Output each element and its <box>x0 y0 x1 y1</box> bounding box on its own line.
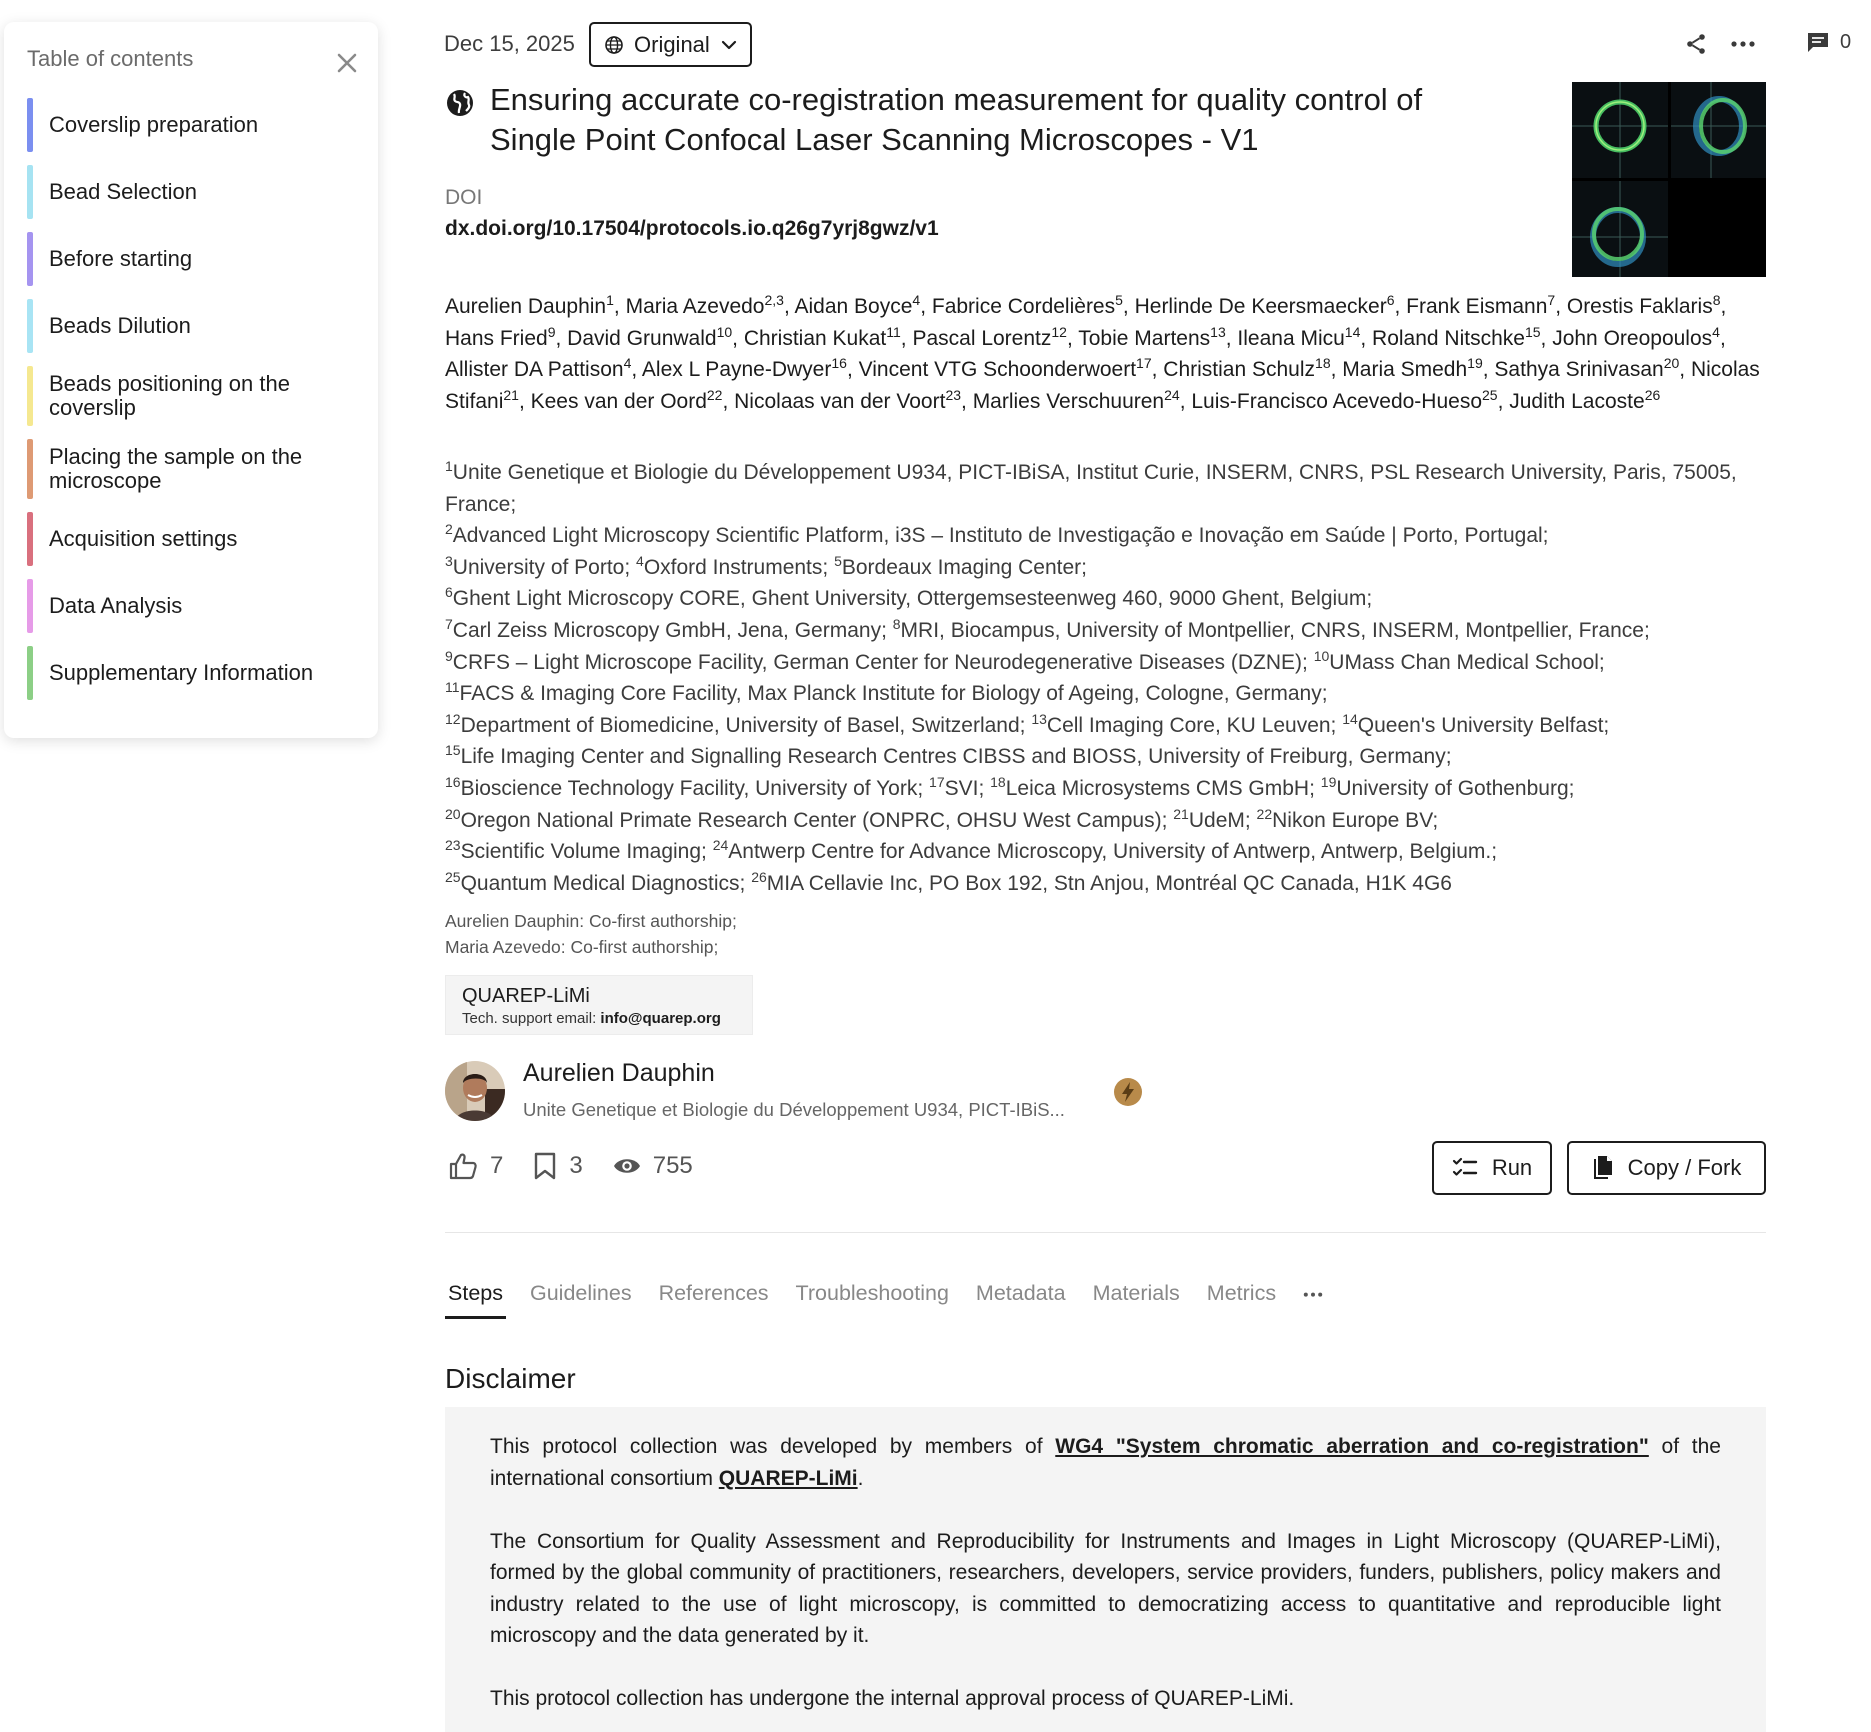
author-entry[interactable] <box>1566 292 1721 318</box>
doi-link[interactable]: dx.doi.org/10.17504/protocols.io.q26g7yrj8gwz/v1 <box>445 217 939 240</box>
toc-header: Table of contents <box>27 46 194 71</box>
author-name: David Grunwald <box>567 326 717 350</box>
note-line: Maria Azevedo: Co-first authorship; <box>445 937 719 957</box>
affiliation-text: Advanced Light Microscopy Scientific Platform, i3S – Instituto de Investigação e Inovação em Saúde | Porto, Portugal; <box>452 524 1549 548</box>
author-entry[interactable] <box>1134 292 1395 318</box>
affiliation-number: 17 <box>929 773 945 790</box>
section-title: Disclaimer <box>445 1363 576 1394</box>
quarep-link[interactable]: QUAREP-LiMi <box>718 1466 858 1490</box>
affiliation-number: 14 <box>1342 710 1358 727</box>
disclaimer-paragraph <box>490 1431 1721 1494</box>
affiliation-number: 9 <box>547 323 556 340</box>
author-name: Maria Azevedo <box>625 295 765 318</box>
protocol-thumbnail[interactable] <box>1572 82 1766 277</box>
checklist-icon <box>1452 1156 1478 1180</box>
disclaimer-paragraph: The Consortium for Quality Assessment and Reproducibility for Instruments and Images in Light Microscopy (QUAREP-LiMi), formed by the global community of practitioners, researchers, developers, service providers, funders, publishers, policy makers and industry related to the use of light microscopy, is committed to democratizing access to quantitative and reproducible light microscopy and the data generated by it. <box>490 1529 1721 1647</box>
affiliation-number: 1 <box>445 458 453 474</box>
affiliation-text: Cell Imaging Core, KU Leuven; <box>1046 713 1343 737</box>
author-name: Pascal Lorentz <box>912 326 1052 350</box>
affiliation-text: FACS & Imaging Core Facility, Max Planck Institute for Biology of Ageing, Cologne, Germany; <box>459 682 1328 706</box>
bookmark-count: 3 <box>569 1152 583 1179</box>
affiliation-text: UdeM; <box>1188 808 1257 832</box>
affiliation-text: Leica Microsystems CMS GmbH; <box>1005 776 1321 800</box>
affiliation-number: 21 <box>503 386 519 403</box>
affiliation-number: 6 <box>445 584 453 601</box>
author-entry[interactable] <box>794 292 921 318</box>
author-name: Aidan Boyce <box>794 295 913 318</box>
author-name: Roland Nitschke <box>1372 326 1525 350</box>
avatar[interactable] <box>445 1061 505 1121</box>
affiliation-number: 15 <box>445 742 461 759</box>
toc-item-label: Data Analysis <box>49 593 183 618</box>
affiliation-text: Scientific Volume Imaging; <box>460 840 713 864</box>
author-entry[interactable] <box>445 292 614 318</box>
affiliation-number: 16 <box>445 773 461 790</box>
affiliation-number: 17 <box>1136 355 1152 371</box>
affiliation-list <box>445 457 1775 899</box>
author-entry[interactable] <box>858 355 1152 381</box>
affiliation-number: 1 <box>606 292 614 308</box>
view-count: 755 <box>652 1152 693 1179</box>
affiliation-number: 7 <box>445 615 453 632</box>
affiliation-number: 18 <box>1315 355 1331 371</box>
affiliation-text: University of Porto; <box>452 555 637 579</box>
author-name: Aurelien Dauphin <box>445 295 607 318</box>
text: of the international consortium <box>490 1435 1721 1490</box>
toc-item[interactable] <box>27 165 357 219</box>
tech-support <box>462 1010 752 1027</box>
toc-item-label: Before starting <box>49 246 193 271</box>
affiliation-number: 20 <box>445 805 461 822</box>
affiliation-number: 25 <box>445 868 461 885</box>
affiliation-number: 25 <box>1482 386 1498 403</box>
affiliation-text: MRI, Biocampus, University of Montpellier, CNRS, INSERM, Montpellier, France; <box>900 618 1650 642</box>
affiliation-number: 2 <box>445 521 453 538</box>
thumbnail-tile <box>1572 181 1668 277</box>
affiliation-number: 10 <box>1313 647 1330 664</box>
affiliation-number: 23 <box>945 386 962 403</box>
affiliation-number: 4 <box>912 292 921 308</box>
affiliation-number: 11 <box>886 323 901 340</box>
author-name: Orestis Faklaris <box>1566 295 1713 318</box>
affiliation-text: Quantum Medical Diagnostics; <box>460 871 752 895</box>
share-icon[interactable] <box>1684 32 1708 56</box>
author-name: Christian Schulz <box>1163 358 1316 381</box>
author-entry[interactable] <box>445 355 632 381</box>
tab-metrics[interactable]: Metrics <box>1206 1281 1277 1305</box>
content-tabs <box>445 1281 1326 1319</box>
affiliation-number: 8 <box>892 615 901 632</box>
affiliation-number: 12 <box>445 710 461 727</box>
toc-item[interactable] <box>27 366 357 426</box>
affiliation-text: Oxford Instruments; <box>643 555 835 579</box>
close-icon[interactable] <box>332 48 362 78</box>
author-entry[interactable] <box>625 292 784 318</box>
run-label: Run <box>1491 1155 1533 1180</box>
author-name: Nicolaas van der Voort <box>734 389 946 413</box>
affiliation-line <box>445 457 1775 520</box>
affiliation-text: CRFS – Light Microscope Facility, German Center for Neurodegenerative Diseases (DZNE); <box>452 650 1314 674</box>
author-notes <box>445 908 737 960</box>
affiliation-line <box>445 583 1775 615</box>
divider <box>445 1232 1766 1233</box>
affiliation-text: Unite Genetique et Biologie du Développement U934, PICT-IBiSA, Institut Curie, INSERM, CNRS, PSL Research University, Paris, 75005, France; <box>445 461 1743 516</box>
toc-item[interactable] <box>27 579 357 633</box>
tab-guidelines[interactable]: Guidelines <box>529 1281 632 1305</box>
affiliation-number: 4 <box>1712 323 1720 340</box>
comment-icon <box>1806 30 1830 54</box>
avatar-photo <box>445 1061 505 1121</box>
toc-item-label: Beads Dilution <box>49 313 191 338</box>
text: This protocol collection was developed by members of <box>490 1435 1056 1458</box>
bookmark-icon <box>533 1152 557 1180</box>
author-name: Vincent VTG Schoonderwoert <box>858 358 1137 381</box>
author-name[interactable]: Aurelien Dauphin <box>523 1059 715 1087</box>
public-globe-icon <box>445 88 475 118</box>
toc-item[interactable] <box>27 646 357 700</box>
views-stat <box>613 1152 693 1180</box>
fork-label: Copy / Fork <box>1627 1155 1742 1180</box>
affiliation-text: Life Imaging Center and Signalling Research Centres CIBSS and BIOSS, University of Freiburg, Germany; <box>460 745 1452 769</box>
affiliation-text: Queen's University Belfast; <box>1357 713 1610 737</box>
toc-item-label: Bead Selection <box>49 179 197 204</box>
affiliation-number: 3 <box>445 552 453 569</box>
bookmark-button[interactable] <box>533 1152 582 1180</box>
author-entry[interactable] <box>1163 355 1331 381</box>
power-user-badge-icon <box>1113 1077 1143 1107</box>
affiliation-text: UMass Chan Medical School; <box>1329 650 1605 674</box>
author-entry[interactable] <box>1191 386 1498 413</box>
tab-steps[interactable]: Steps <box>445 1281 506 1319</box>
affiliation-number: 24 <box>712 837 729 854</box>
affiliation-line <box>445 710 1775 742</box>
affiliation-number: 11 <box>445 679 460 696</box>
bead-image-xz <box>1572 181 1668 277</box>
toc-item-label: Acquisition settings <box>49 526 238 551</box>
affiliation-number: 6 <box>1386 292 1395 308</box>
affiliation-text: Oregon National Primate Research Center (ONPRC, OHSU West Campus); <box>460 808 1174 832</box>
author-entry[interactable] <box>734 386 962 413</box>
author-entry[interactable] <box>1406 292 1556 318</box>
comments-button[interactable] <box>1806 30 1851 54</box>
author-name: Christian Kukat <box>743 326 887 350</box>
author-entry[interactable] <box>1237 323 1361 350</box>
affiliation-number: 10 <box>716 323 733 340</box>
affiliation-number: 19 <box>1320 773 1337 790</box>
more-options-icon[interactable] <box>1729 32 1757 56</box>
comment-count: 0 <box>1840 30 1852 53</box>
author-name: Kees van der Oord <box>530 389 707 413</box>
affiliation-number: 24 <box>1164 386 1180 403</box>
author-entry[interactable] <box>912 323 1067 350</box>
affiliation-text: MIA Cellavie Inc, PO Box 192, Stn Anjou, Montréal QC Canada, H1K 4G6 <box>766 871 1452 895</box>
thumbs-up-icon <box>448 1152 478 1180</box>
affiliation-number: 2,3 <box>764 292 784 308</box>
affiliation-number: 18 <box>990 773 1006 790</box>
toc-item[interactable] <box>27 512 357 566</box>
affiliation-number: 26 <box>1644 386 1661 403</box>
author-name: Sathya Srinivasan <box>1494 358 1664 381</box>
author-list: Aurelien Dauphin$^1$, Maria Azevedo$^{2,3}$, Aidan Boyce$^4$, Fabrice Cordelières$^5$, Herlinde De Keersmaecker$^6$, Frank Eismann$^7$, Orestis Faklaris$^8$, Hans Fried$^9$, David Grunwald$^{10}$, Christian Kukat$^{11}$, Pascal Lorentz$^{12}$, Tobie Martens$^{13}$, Ileana Micu$^{14}$, Roland Nitschke$^{15}$, John Oreopoulos$^4$, Allister DA Pattison$^4$, Alex L Payne-Dwyer$^{16}$, Vincent VTG Schoonderwoert$^{17}$, Christian Schulz$^{18}$, Maria Smedh$^{19}$, Sathya Srinivasan$^{20}$, Nicolas Stifani$^{21}$, Kees van der Oord$^{22}$, Nicolaas van der Voort$^{23}$, Marlies Verschuuren$^{24}$, Luis-Francisco Acevedo-Hueso$^{25}$, Judith Lacoste$^{26}$ <box>445 292 1760 413</box>
page-title: Ensuring accurate co-registration measurement for quality control of Single Point Confocal Laser Scanning Microscopes - V1 <box>490 82 1423 157</box>
toc-item-label: Supplementary Information <box>49 660 314 685</box>
affiliation-text: Department of Biomedicine, University of Basel, Switzerland; <box>460 713 1032 737</box>
language-dropdown[interactable] <box>589 22 752 67</box>
author-entry[interactable] <box>567 323 733 350</box>
affiliation-number: 4 <box>636 552 644 569</box>
author-entry[interactable] <box>1372 323 1541 350</box>
bead-image-xy <box>1572 82 1668 178</box>
tab-materials[interactable]: Materials <box>1092 1281 1180 1305</box>
author-name: John Oreopoulos <box>1552 326 1713 350</box>
author-name: Tobie Martens <box>1078 326 1211 350</box>
affiliation-number: 13 <box>1210 323 1226 340</box>
chevron-down-icon <box>720 39 738 51</box>
affiliation-number: 7 <box>1547 292 1556 308</box>
organization-name: QUAREP-LiMi <box>462 985 590 1007</box>
toc-item-label: Beads positioning on the coverslip <box>49 371 290 420</box>
text: . <box>857 1466 864 1490</box>
affiliation-line <box>445 615 1775 647</box>
like-count: 7 <box>490 1152 504 1179</box>
author-name: Ileana Micu <box>1237 326 1345 350</box>
author-name: Maria Smedh <box>1342 358 1468 381</box>
toc-item[interactable] <box>27 232 357 286</box>
author-entry[interactable] <box>1494 355 1680 381</box>
run-button[interactable] <box>1432 1141 1552 1195</box>
affiliation-line <box>445 647 1775 679</box>
protocol-stats <box>448 1152 723 1180</box>
toc-list <box>27 98 357 713</box>
author-name: Hans Fried <box>445 326 548 350</box>
affiliation-line <box>445 741 1775 773</box>
affiliation-number: 8 <box>1712 292 1721 308</box>
toc-item-label: Placing the sample on the microscope <box>49 444 303 493</box>
affiliation-number: 22 <box>1256 805 1273 822</box>
affiliation-text: Bordeaux Imaging Center; <box>841 555 1087 579</box>
eye-icon <box>613 1156 641 1176</box>
affiliation-number: 20 <box>1663 355 1680 371</box>
author-entry[interactable] <box>743 323 901 350</box>
affiliation-line <box>445 836 1775 868</box>
author-entry[interactable] <box>931 292 1123 318</box>
organization-box <box>445 975 753 1035</box>
author-name: Luis-Francisco Acevedo-Hueso <box>1191 389 1482 413</box>
thumbnail-tile <box>1671 82 1767 178</box>
tab-troubleshooting[interactable]: Troubleshooting <box>795 1281 949 1305</box>
author-entry[interactable] <box>1342 355 1483 381</box>
table-of-contents <box>4 22 378 738</box>
author-entry[interactable] <box>1078 323 1226 350</box>
author-name: Frank Eismann <box>1406 295 1548 318</box>
disclaimer-paragraph: This protocol collection has undergone the internal approval process of QUAREP-LiMi. <box>490 1687 1295 1710</box>
author-entry[interactable] <box>1509 386 1661 413</box>
author-name: Alex L Payne-Dwyer <box>641 358 832 381</box>
affiliation-number: 15 <box>1524 323 1541 340</box>
globe-icon <box>604 35 624 55</box>
doi-label: DOI <box>445 186 483 209</box>
affiliation-number: 23 <box>445 837 461 854</box>
author-entry[interactable] <box>530 386 723 413</box>
bead-image-yz <box>1671 82 1767 178</box>
affiliation-number: 14 <box>1344 323 1361 340</box>
affiliation-number: 13 <box>1031 710 1047 727</box>
wg4-link[interactable]: WG4 "System chromatic aberration and co-registration" <box>1055 1435 1649 1458</box>
affiliation-line <box>445 520 1775 552</box>
affiliation-number: 19 <box>1467 355 1483 371</box>
tab-references[interactable]: References <box>658 1281 769 1305</box>
copy-fork-button[interactable] <box>1567 1141 1766 1195</box>
author-entry[interactable] <box>445 323 556 350</box>
toc-item[interactable] <box>27 439 357 499</box>
language-label: Original <box>634 31 710 57</box>
affiliation-text: SVI; <box>944 776 991 800</box>
affiliation-line <box>445 868 1775 900</box>
affiliation-number: 4 <box>623 355 632 371</box>
support-email[interactable]: info@quarep.org <box>600 1010 721 1027</box>
author-name: Herlinde De Keersmaecker <box>1134 295 1387 318</box>
affiliation-number: 5 <box>834 552 842 569</box>
author-entry[interactable] <box>972 386 1180 413</box>
toc-item[interactable] <box>27 299 357 353</box>
note-line: Aurelien Dauphin: Co-first authorship; <box>445 911 737 931</box>
affiliation-text: Carl Zeiss Microscopy GmbH, Jena, Germany; <box>452 618 893 642</box>
like-button[interactable] <box>448 1152 503 1180</box>
thumbnail-tile <box>1572 82 1668 178</box>
affiliation-text: Antwerp Centre for Advance Microscopy, University of Antwerp, Antwerp, Belgium.; <box>728 840 1498 864</box>
publish-date: Dec 15, 2025 <box>444 31 575 56</box>
toc-item-label: Coverslip preparation <box>49 112 259 137</box>
toc-item[interactable] <box>27 98 357 152</box>
affiliation-line <box>445 805 1775 837</box>
affiliation-line <box>445 678 1775 710</box>
support-label: Tech. support email: <box>462 1010 601 1027</box>
affiliation-number: 12 <box>1051 323 1067 340</box>
affiliation-number: 5 <box>1115 292 1123 308</box>
affiliation-number: 16 <box>831 355 847 371</box>
author-entry[interactable] <box>1552 323 1720 350</box>
affiliation-number: 21 <box>1173 805 1189 822</box>
affiliation-text: Nikon Europe BV; <box>1272 808 1439 832</box>
thumbnail-tile-empty <box>1671 181 1767 277</box>
author-name: Fabrice Cordelières <box>931 295 1116 318</box>
author-name: Allister DA Pattison <box>445 358 624 381</box>
author-entry[interactable] <box>641 355 847 381</box>
affiliation-number: 9 <box>445 647 453 664</box>
author-affiliation: Unite Genetique et Biologie du Développement U934, PICT-IBiS... <box>523 1099 1065 1120</box>
author-name: Nicolas Stifani <box>445 358 1760 413</box>
affiliation-text: Bioscience Technology Facility, University of York; <box>460 776 930 800</box>
affiliation-text: Ghent Light Microscopy CORE, Ghent University, Ottergemsesteenweg 460, 9000 Ghent, Belgium; <box>452 587 1373 611</box>
author-name: Judith Lacoste <box>1509 389 1645 413</box>
affiliation-text: University of Gothenburg; <box>1336 776 1575 800</box>
affiliation-line <box>445 552 1775 584</box>
affiliation-number: 22 <box>706 386 723 403</box>
affiliation-number: 26 <box>751 868 767 885</box>
author-name: Marlies Verschuuren <box>972 389 1165 413</box>
affiliation-line <box>445 773 1775 805</box>
tab-metadata[interactable]: Metadata <box>975 1281 1066 1305</box>
disclaimer-box <box>445 1407 1766 1732</box>
more-tabs-icon[interactable] <box>1300 1281 1326 1301</box>
copy-icon <box>1592 1155 1614 1181</box>
